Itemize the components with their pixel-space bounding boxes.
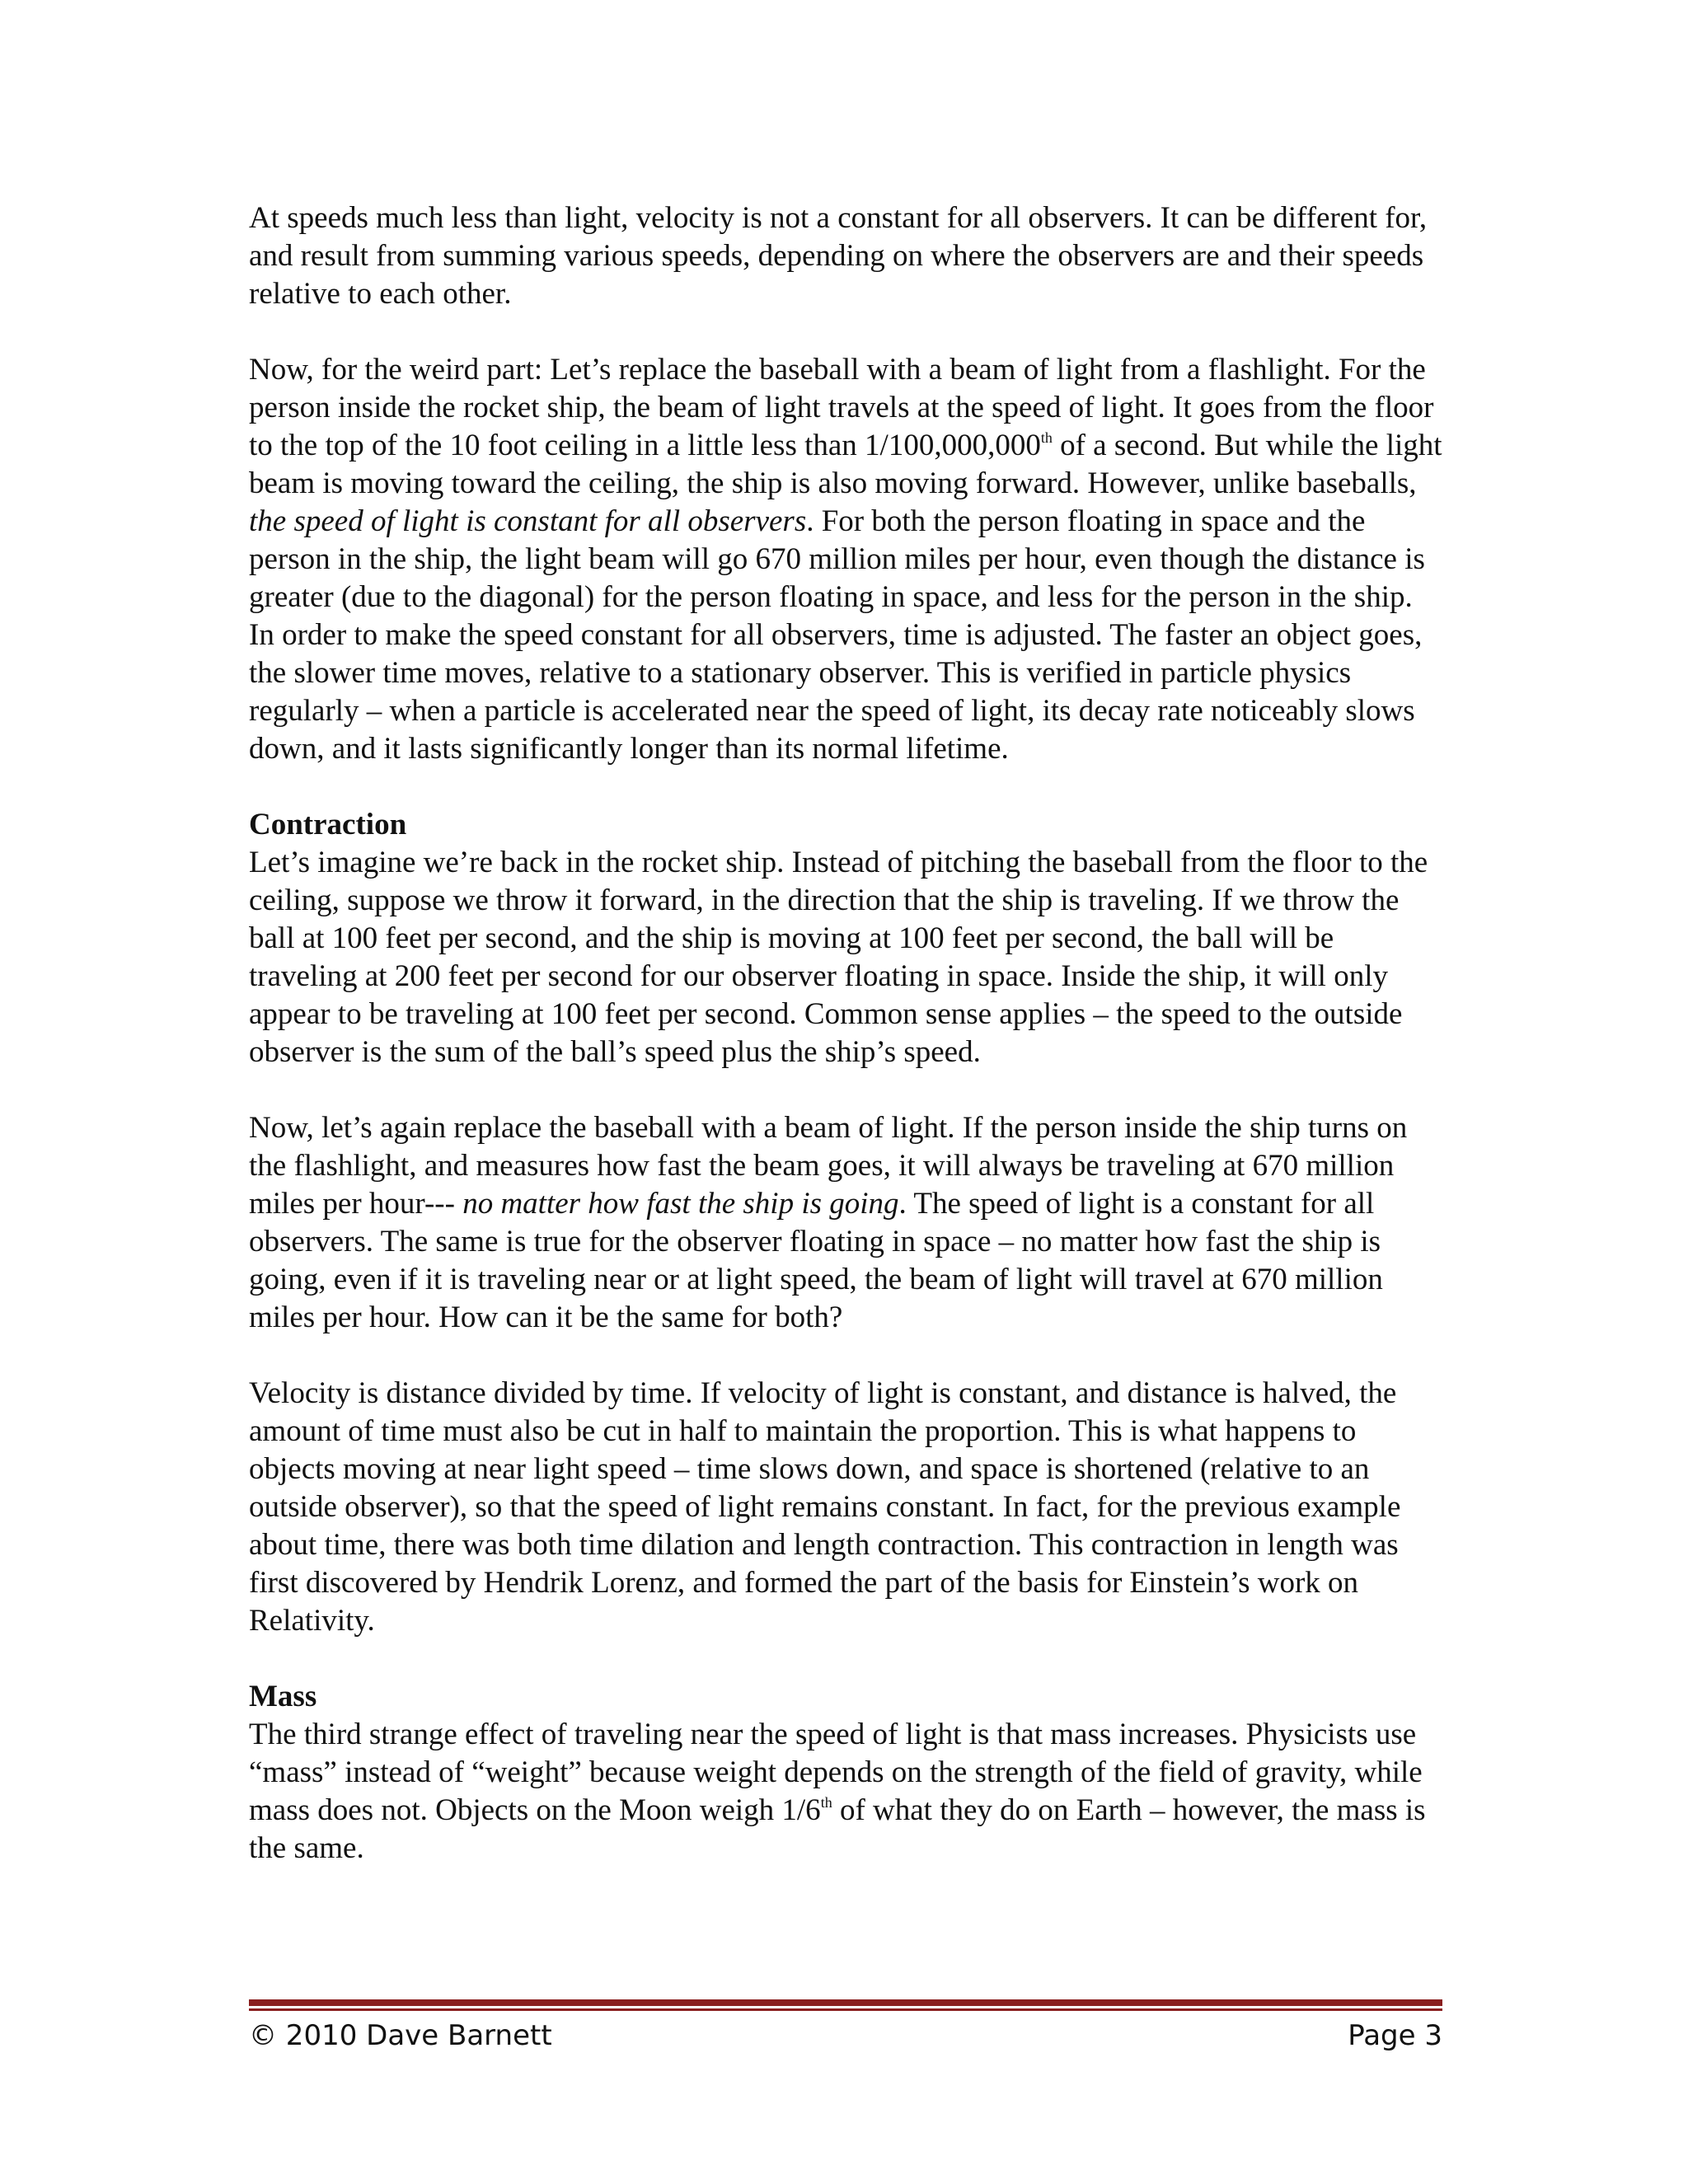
footer-rule-thin (249, 2008, 1442, 2011)
paragraph-mass-text-1: The third strange effect of traveling near the speed of light is that mass increases. Physicists use “mass” instead of “weight” because weight depends on the strength of the field of gravity, while mass does not. Objects on the Moon weigh 1/6 (249, 1718, 1423, 1827)
paragraph-flashlight-text-2: . The speed of light is a constant for all observers. The same is true for the observer floating in space – no matter how fast the ship is going, even if it is traveling near or at light speed, the beam of light will travel at 670 million miles per hour. How can it be the same for both? (249, 1187, 1383, 1334)
paragraph-velocity-observers: At speeds much less than light, velocity is not a constant for all observers. It can be different for, and result from summing various speeds, depending on where the observers are and their speeds relative to each other. (249, 201, 1428, 311)
paragraph-light-beam-text-2: of a second. But while the light beam is moving toward the ceiling, the ship is also moving forward. However, unlike baseballs, (249, 429, 1442, 500)
footer-page-number: Page 3 (1348, 2019, 1442, 2052)
page-footer (249, 2016, 1442, 2057)
footer-copyright: © 2010 Dave Barnett (249, 2019, 552, 2052)
emphasis-ship-speed: no matter how fast the ship is going (462, 1187, 899, 1221)
paragraph-velocity-distance-time: Velocity is distance divided by time. If velocity of light is constant, and distance is halved, the amount of time must also be cut in half to maintain the proportion. This is what happens to objects moving at near light speed – time slows down, and space is shortened (relative to an outside observer), so that the speed of light remains constant. In fact, for the previous example about time, there was both time dilation and length contraction. This contraction in length was first discovered by Hendrik Lorenz, and formed the part of the basis for Einstein’s work on Relativity. (249, 1376, 1401, 1638)
paragraph-light-beam (249, 351, 1442, 768)
emphasis-speed-constant: the speed of light is constant for all observers (249, 504, 807, 538)
paragraph-mass-increase (249, 1716, 1442, 1868)
paragraph-light-beam-text-3: . For both the person floating in space and the person in the ship, the light beam will go 670 million miles per hour, even though the distance is greater (due to the diagonal) for the person floating in space, and less for the person in the ship. In order to make the speed constant for all observers, time is adjusted. The faster an object goes, the slower time moves, relative to a stationary observer. This is verified in particle physics regularly – when a particle is accelerated near the speed of light, its decay rate noticeably slows down, and it lasts significantly longer than its normal lifetime. (249, 504, 1425, 766)
footer-rule-thick (249, 1999, 1442, 2006)
ordinal-superscript: th (1040, 429, 1053, 446)
paragraph-light-beam-text-1: Now, for the weird part: Let’s replace the baseball with a beam of light from a flashlight. For the person inside the rocket ship, the beam of light travels at the speed of light. It goes from the floor to the top of the 10 foot ceiling in a little less than 1/100,000,000 (249, 353, 1434, 462)
paragraph-mass-text-2: of what they do on Earth – however, the mass is the same. (249, 1793, 1426, 1865)
paragraph-rocket-ship-forward: Let’s imagine we’re back in the rocket ship. Instead of pitching the baseball from the floor to the ceiling, suppose we throw it forward, in the direction that the ship is traveling. If we throw the ball at 100 feet per second, and the ship is moving at 100 feet per second, the ball will be traveling at 200 feet per second for our observer floating in space. Inside the ship, it will only appear to be traveling at 100 feet per second. Common sense applies – the speed to the outside observer is the sum of the ball’s speed plus the ship’s speed. (249, 846, 1428, 1069)
paragraph-flashlight-text-1: Now, let’s again replace the baseball with a beam of light. If the person inside the ship turns on the flashlight, and measures how fast the beam goes, it will always be traveling at 670 million miles per hour--- (249, 1111, 1408, 1221)
section-heading-contraction: Contraction (249, 808, 407, 841)
page-body (249, 199, 1442, 1868)
section-heading-mass: Mass (249, 1680, 317, 1713)
paragraph-flashlight-constant (249, 1109, 1442, 1337)
ordinal-superscript: th (820, 1793, 832, 1811)
